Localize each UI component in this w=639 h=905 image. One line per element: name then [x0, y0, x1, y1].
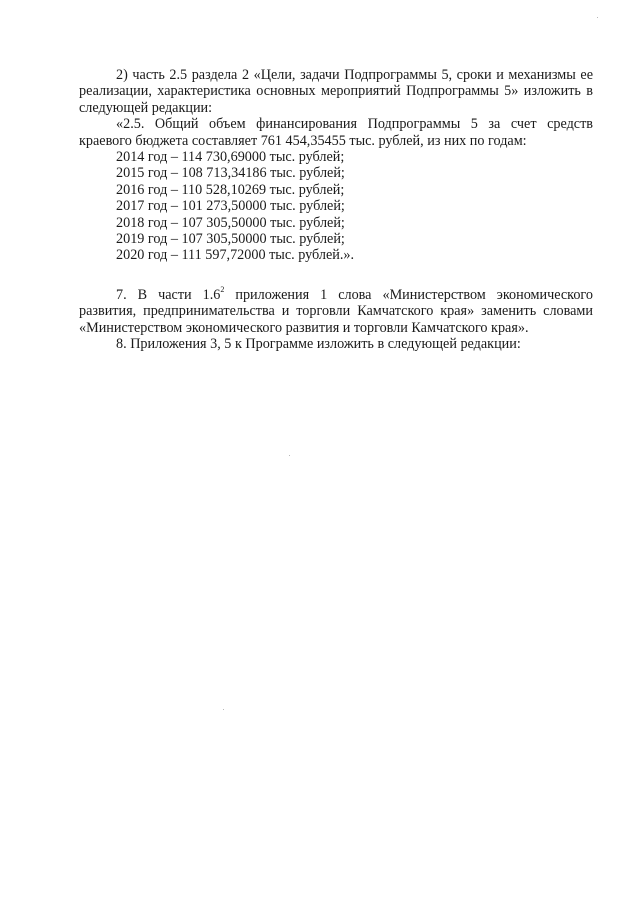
item-7-prefix: 7. В части 1.6 [116, 287, 221, 303]
items-7-8-section [79, 287, 593, 353]
item-2-quote-paragraph: «2.5. Общий объем финансирования Подпрограммы 5 за счет средств краевого бюджета составляет 761 454,35455 тыс. рублей, из них по годам: [79, 116, 593, 149]
item-7-paragraph [79, 287, 593, 336]
scan-speck [289, 455, 290, 456]
scan-speck [597, 17, 598, 18]
item-7-rest: приложения 1 слова «Министерством экономического развития, предпринимательства и торговли Камчатского края» заменить словами «Министерством экономического развития и торговли Камчатского края». [79, 287, 593, 336]
budget-line-2014: 2014 год – 114 730,69000 тыс. рублей; [116, 149, 345, 166]
item-2-section [79, 67, 593, 264]
budget-line-2020: 2020 год – 111 597,72000 тыс. рублей.». [116, 247, 355, 264]
budget-line-2015: 2015 год – 108 713,34186 тыс. рублей; [116, 165, 345, 182]
budget-line-2018: 2018 год – 107 305,50000 тыс. рублей; [116, 214, 345, 231]
budget-line-2017: 2017 год – 101 273,50000 тыс. рублей; [116, 198, 345, 215]
item-7-superscript: 2 [220, 285, 225, 295]
budget-line-2016: 2016 год – 110 528,10269 тыс. рублей; [116, 181, 345, 198]
budget-line-2019: 2019 год – 107 305,50000 тыс. рублей; [116, 231, 345, 248]
item-8-paragraph: 8. Приложения 3, 5 к Программе изложить в следующей редакции: [116, 336, 521, 353]
scan-speck [223, 709, 224, 710]
item-2-paragraph: 2) часть 2.5 раздела 2 «Цели, задачи Подпрограммы 5, сроки и механизмы ее реализации, характеристика основных мероприятий Подпрограммы 5» изложить в следующей редакции: [79, 67, 593, 116]
budget-by-year-list [79, 149, 593, 264]
